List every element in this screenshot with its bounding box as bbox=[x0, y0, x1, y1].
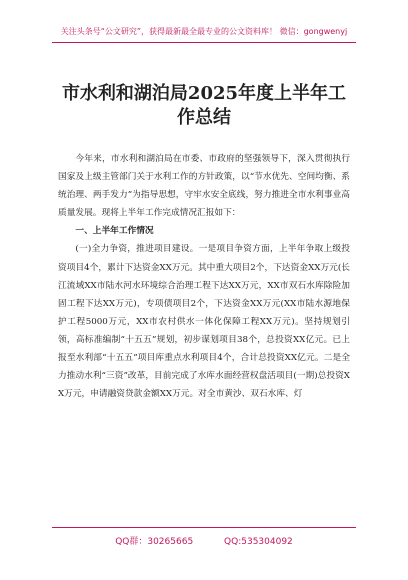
document-title: 市水利和湖泊局2025年度上半年工作总结 bbox=[61, 83, 347, 128]
footer-qq-group: QQ群：30265665 bbox=[115, 537, 194, 547]
footer-qq-contact: QQ:535304092 bbox=[224, 537, 293, 547]
intro-paragraph: 今年来，市水利和湖泊局在市委、市政府的坚强领导下，深入贯彻执行国家及上级主管部门关于水利工作的方针政策，以“节水优先、空间均衡、系统治理、两手发力”为指导思想，守牢水安全底线，努力推进全市水利事业高质量发展。现将上半年工作完成情况汇报如下： bbox=[58, 154, 350, 219]
section-paragraph: (一)全力争资，推进项目建设。一是项目争资方面，上半年争取上级投资项目4个，累计下达资金XX万元。其中重大项目2个，下达资金XX万元(长江流域XX市陆水河水环境综合治理工程下达XX万元，XX市双石水库除险加固工程下达XX万元)，专项债项目2个，下达资金XX万元(XX市陆水源地保护工程5000万元，XX市农村供水一体化保障工程XX万元)。坚持规划引领，高标准编制“十五五”规划，初步谋划项目38个，总投资XX亿元。已上报至水利部“十五五”项目库重点水利项目4个，合计总投资XX亿元。二是全力推动水利“三资”改革，目前完成了水库水面经营权盘活项目(一期)总投资XX万元，申请融资贷款金额XX万元。对全市黄沙、双石水库、灯 bbox=[58, 244, 350, 400]
header-divider bbox=[52, 42, 356, 43]
section-heading: 一、上半年工作情况 bbox=[75, 226, 154, 237]
document-body bbox=[58, 150, 350, 403]
footer-divider bbox=[52, 527, 356, 528]
footer bbox=[0, 534, 408, 547]
header-note: 关注头条号“公文研究”，获得最新最全最专业的公文资料库！ 微信：gongwenyj bbox=[60, 27, 348, 36]
